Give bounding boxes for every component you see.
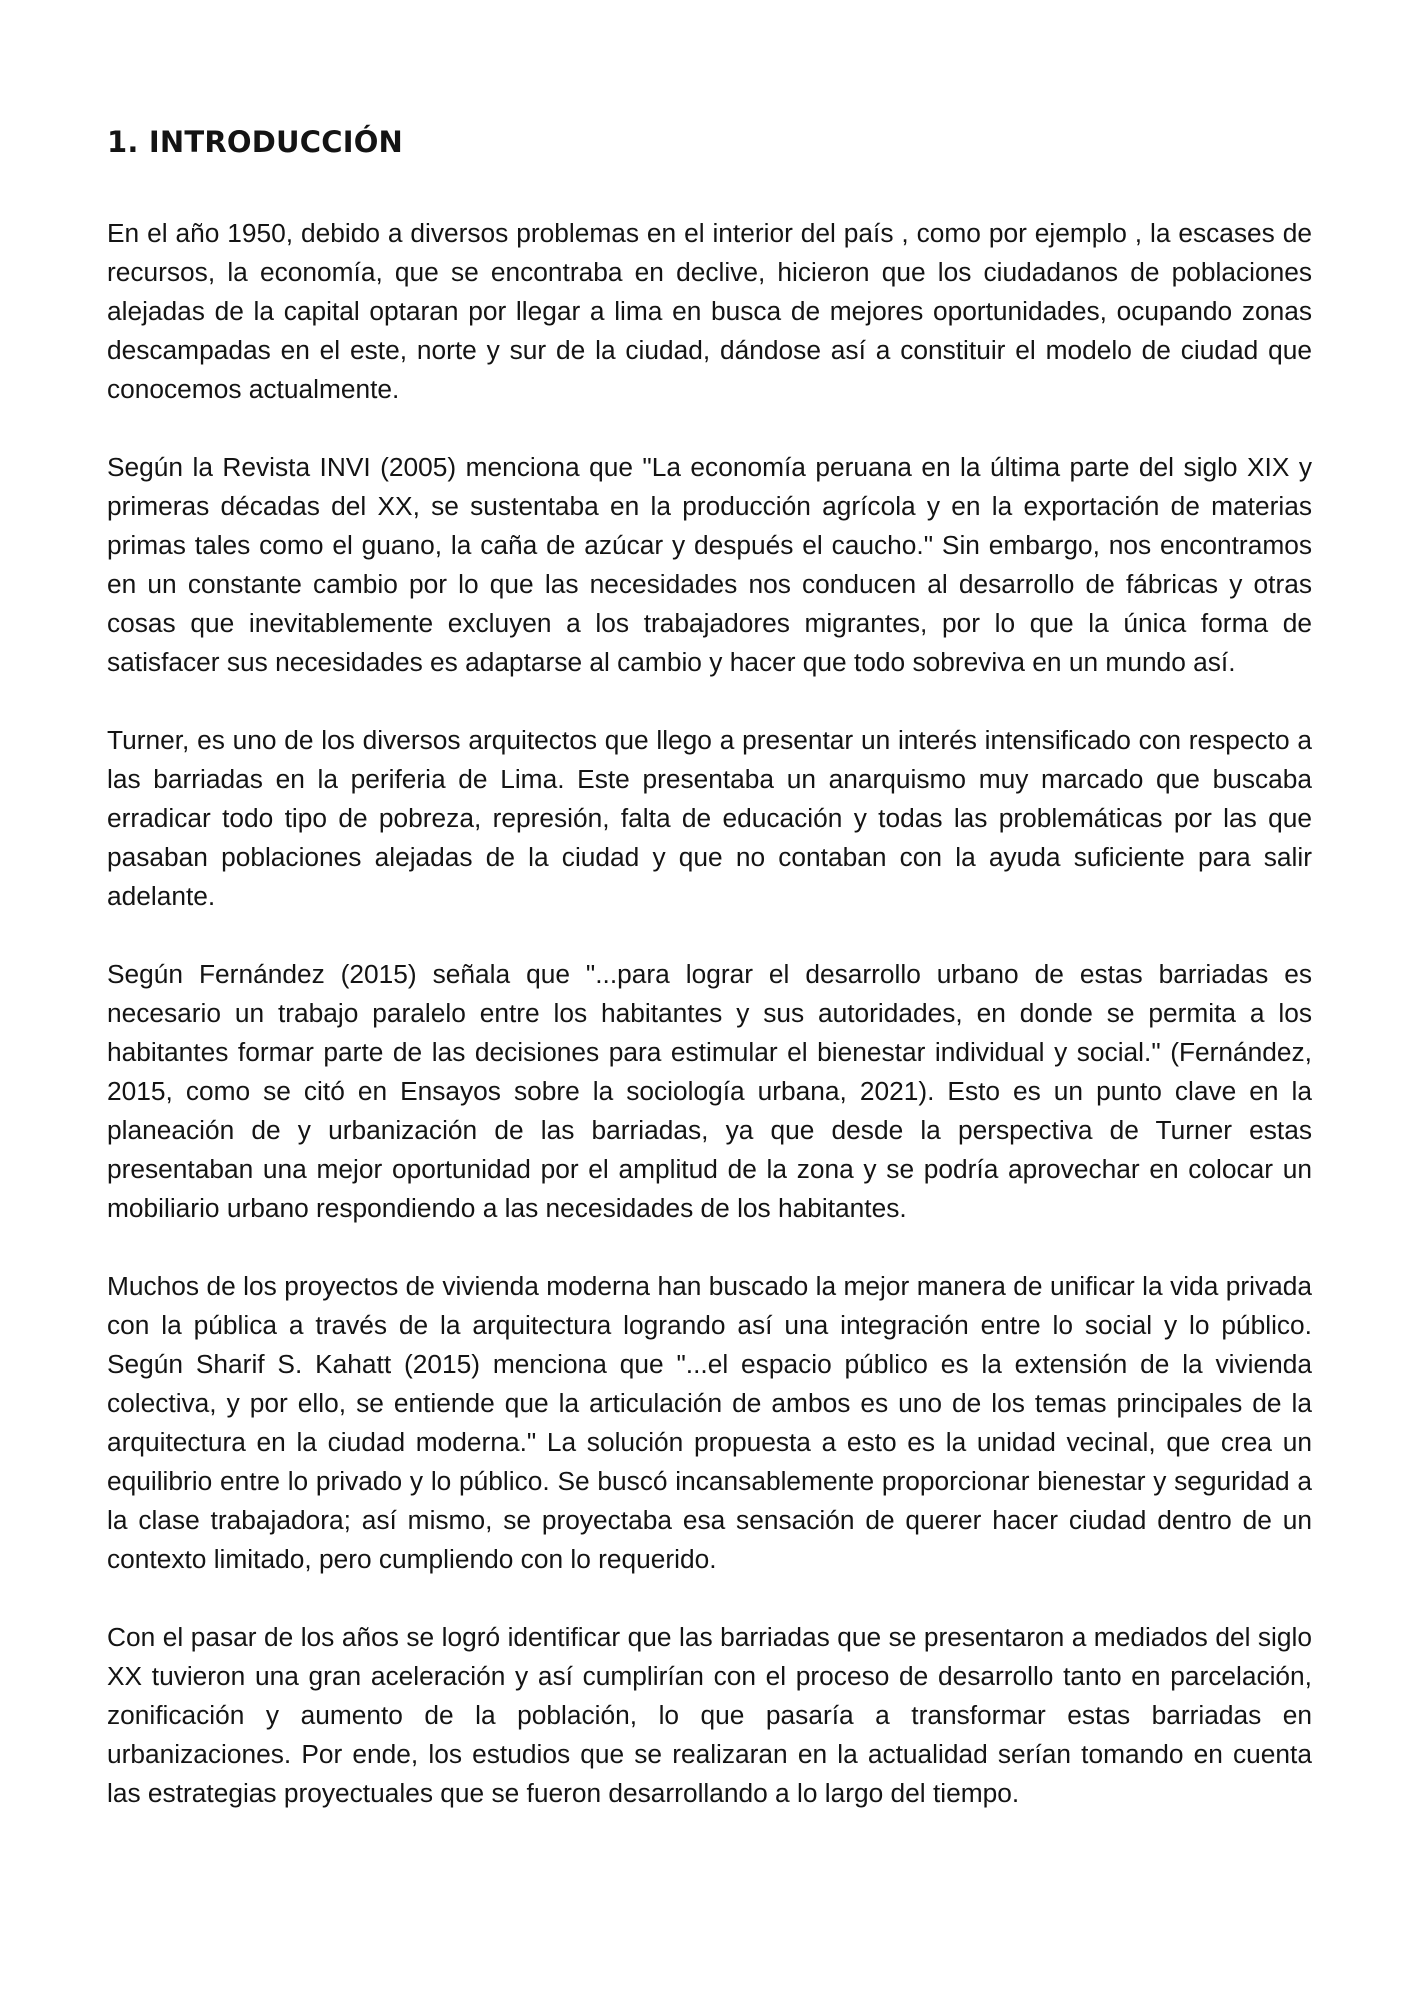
- section-heading: 1. INTRODUCCIÓN: [107, 125, 404, 159]
- paragraph-3: Turner, es uno de los diversos arquitectos que llego a presentar un interés intensificado con respecto a las barriadas en la periferia de Lima. Este presentaba un anarquismo muy marcado que buscaba erradicar todo tipo de pobreza, represión, falta de educación y todas las problemáticas por las que pasaban poblaciones alejadas de la ciudad y que no contaban con la ayuda suficiente para salir adelante.: [107, 725, 1312, 911]
- paragraph-5: Muchos de los proyectos de vivienda moderna han buscado la mejor manera de unificar la vida privada con la pública a través de la arquitectura logrando así una integración entre lo social y lo público. Según Sharif S. Kahatt (2015) menciona que "...el espacio público es la extensión de la vivienda colectiva, y por ello, se entiende que la articulación de ambos es uno de los temas principales de la arquitectura en la ciudad moderna." La solución propuesta a esto es la unidad vecinal, que crea un equilibrio entre lo privado y lo público. Se buscó incansablemente proporcionar bienestar y seguridad a la clase trabajadora; así mismo, se proyectaba esa sensación de querer hacer ciudad dentro de un contexto limitado, pero cumpliendo con lo requerido.: [107, 1271, 1312, 1574]
- paragraph-4: Según Fernández (2015) señala que "...para lograr el desarrollo urbano de estas barriadas es necesario un trabajo paralelo entre los habitantes y sus autoridades, en donde se permita a los habitantes formar parte de las decisiones para estimular el bienestar individual y social." (Fernández, 2015, como se citó en Ensayos sobre la sociología urbana, 2021). Esto es un punto clave en la planeación de y urbanización de las barriadas, ya que desde la perspectiva de Turner estas presentaban una mejor oportunidad por el amplitud de la zona y se podría aprovechar en colocar un mobiliario urbano respondiendo a las necesidades de los habitantes.: [107, 959, 1312, 1223]
- paragraph-1: En el año 1950, debido a diversos problemas en el interior del país , como por ejemplo , la escases de recursos, la economía, que se encontraba en declive, hicieron que los ciudadanos de poblaciones alejadas de la capital optaran por llegar a lima en busca de mejores oportunidades, ocupando zonas descampadas en el este, norte y sur de la ciudad, dándose así a constituir el modelo de ciudad que conocemos actualmente.: [107, 218, 1312, 404]
- paragraph-6: Con el pasar de los años se logró identificar que las barriadas que se presentaron a mediados del siglo XX tuvieron una gran aceleración y así cumplirían con el proceso de desarrollo tanto en parcelación, zonificación y aumento de la población, lo que pasaría a transformar estas barriadas en urbanizaciones. Por ende, los estudios que se realizaran en la actualidad serían tomando en cuenta las estrategias proyectuales que se fueron desarrollando a lo largo del tiempo.: [107, 1622, 1312, 1808]
- document-page: [107, 118, 1312, 1852]
- paragraph-2: Según la Revista INVI (2005) menciona que "La economía peruana en la última parte del siglo XIX y primeras décadas del XX, se sustentaba en la producción agrícola y en la exportación de materias primas tales como el guano, la caña de azúcar y después el caucho." Sin embargo, nos encontramos en un constante cambio por lo que las necesidades nos conducen al desarrollo de fábricas y otras cosas que inevitablemente excluyen a los trabajadores migrantes, por lo que la única forma de satisfacer sus necesidades es adaptarse al cambio y hacer que todo sobreviva en un mundo así.: [107, 452, 1312, 677]
